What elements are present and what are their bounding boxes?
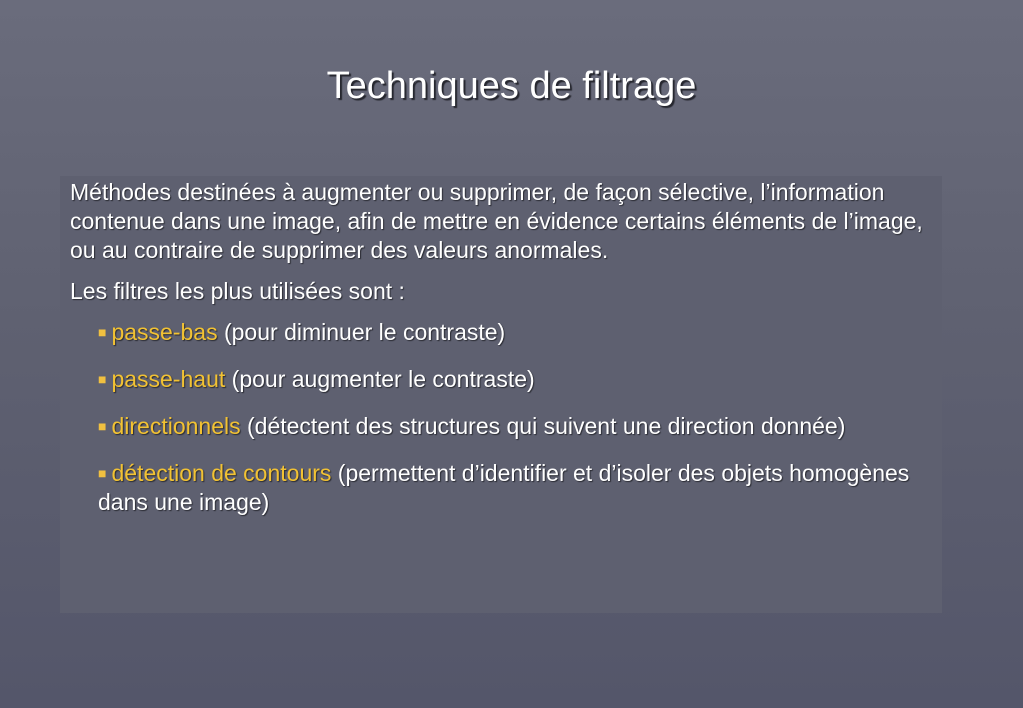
list-item (98, 459, 932, 517)
intro-paragraph: Méthodes destinées à augmenter ou supprimer, de façon sélective, l’information contenue dans une image, afin de mettre en évidence certains éléments de l’image, ou au contraire de supprimer des valeurs anormales. (70, 179, 923, 263)
filter-description: (pour augmenter le contraste) (225, 366, 535, 392)
square-bullet-icon: ■ (98, 324, 107, 340)
filter-term: directionnels (111, 413, 241, 439)
filter-list (70, 318, 932, 517)
filter-term: détection de contours (111, 460, 332, 486)
list-item (98, 365, 932, 394)
square-bullet-icon: ■ (98, 418, 107, 434)
list-item (98, 318, 932, 347)
list-item (98, 412, 932, 441)
filter-description: (pour diminuer le contraste) (217, 319, 506, 345)
filter-description: (permettent d’identifier et d’isoler des objets homogènes dans une image) (98, 460, 910, 515)
list-intro: Les filtres les plus utilisées sont : (70, 278, 405, 304)
filter-term: passe-bas (111, 319, 218, 345)
filter-description: (détectent des structures qui suivent une direction donnée) (240, 413, 846, 439)
square-bullet-icon: ■ (98, 465, 107, 481)
content-box (60, 176, 942, 613)
square-bullet-icon: ■ (98, 371, 107, 387)
slide-title: Techniques de filtrage (326, 65, 697, 107)
filter-term: passe-haut (111, 366, 226, 392)
